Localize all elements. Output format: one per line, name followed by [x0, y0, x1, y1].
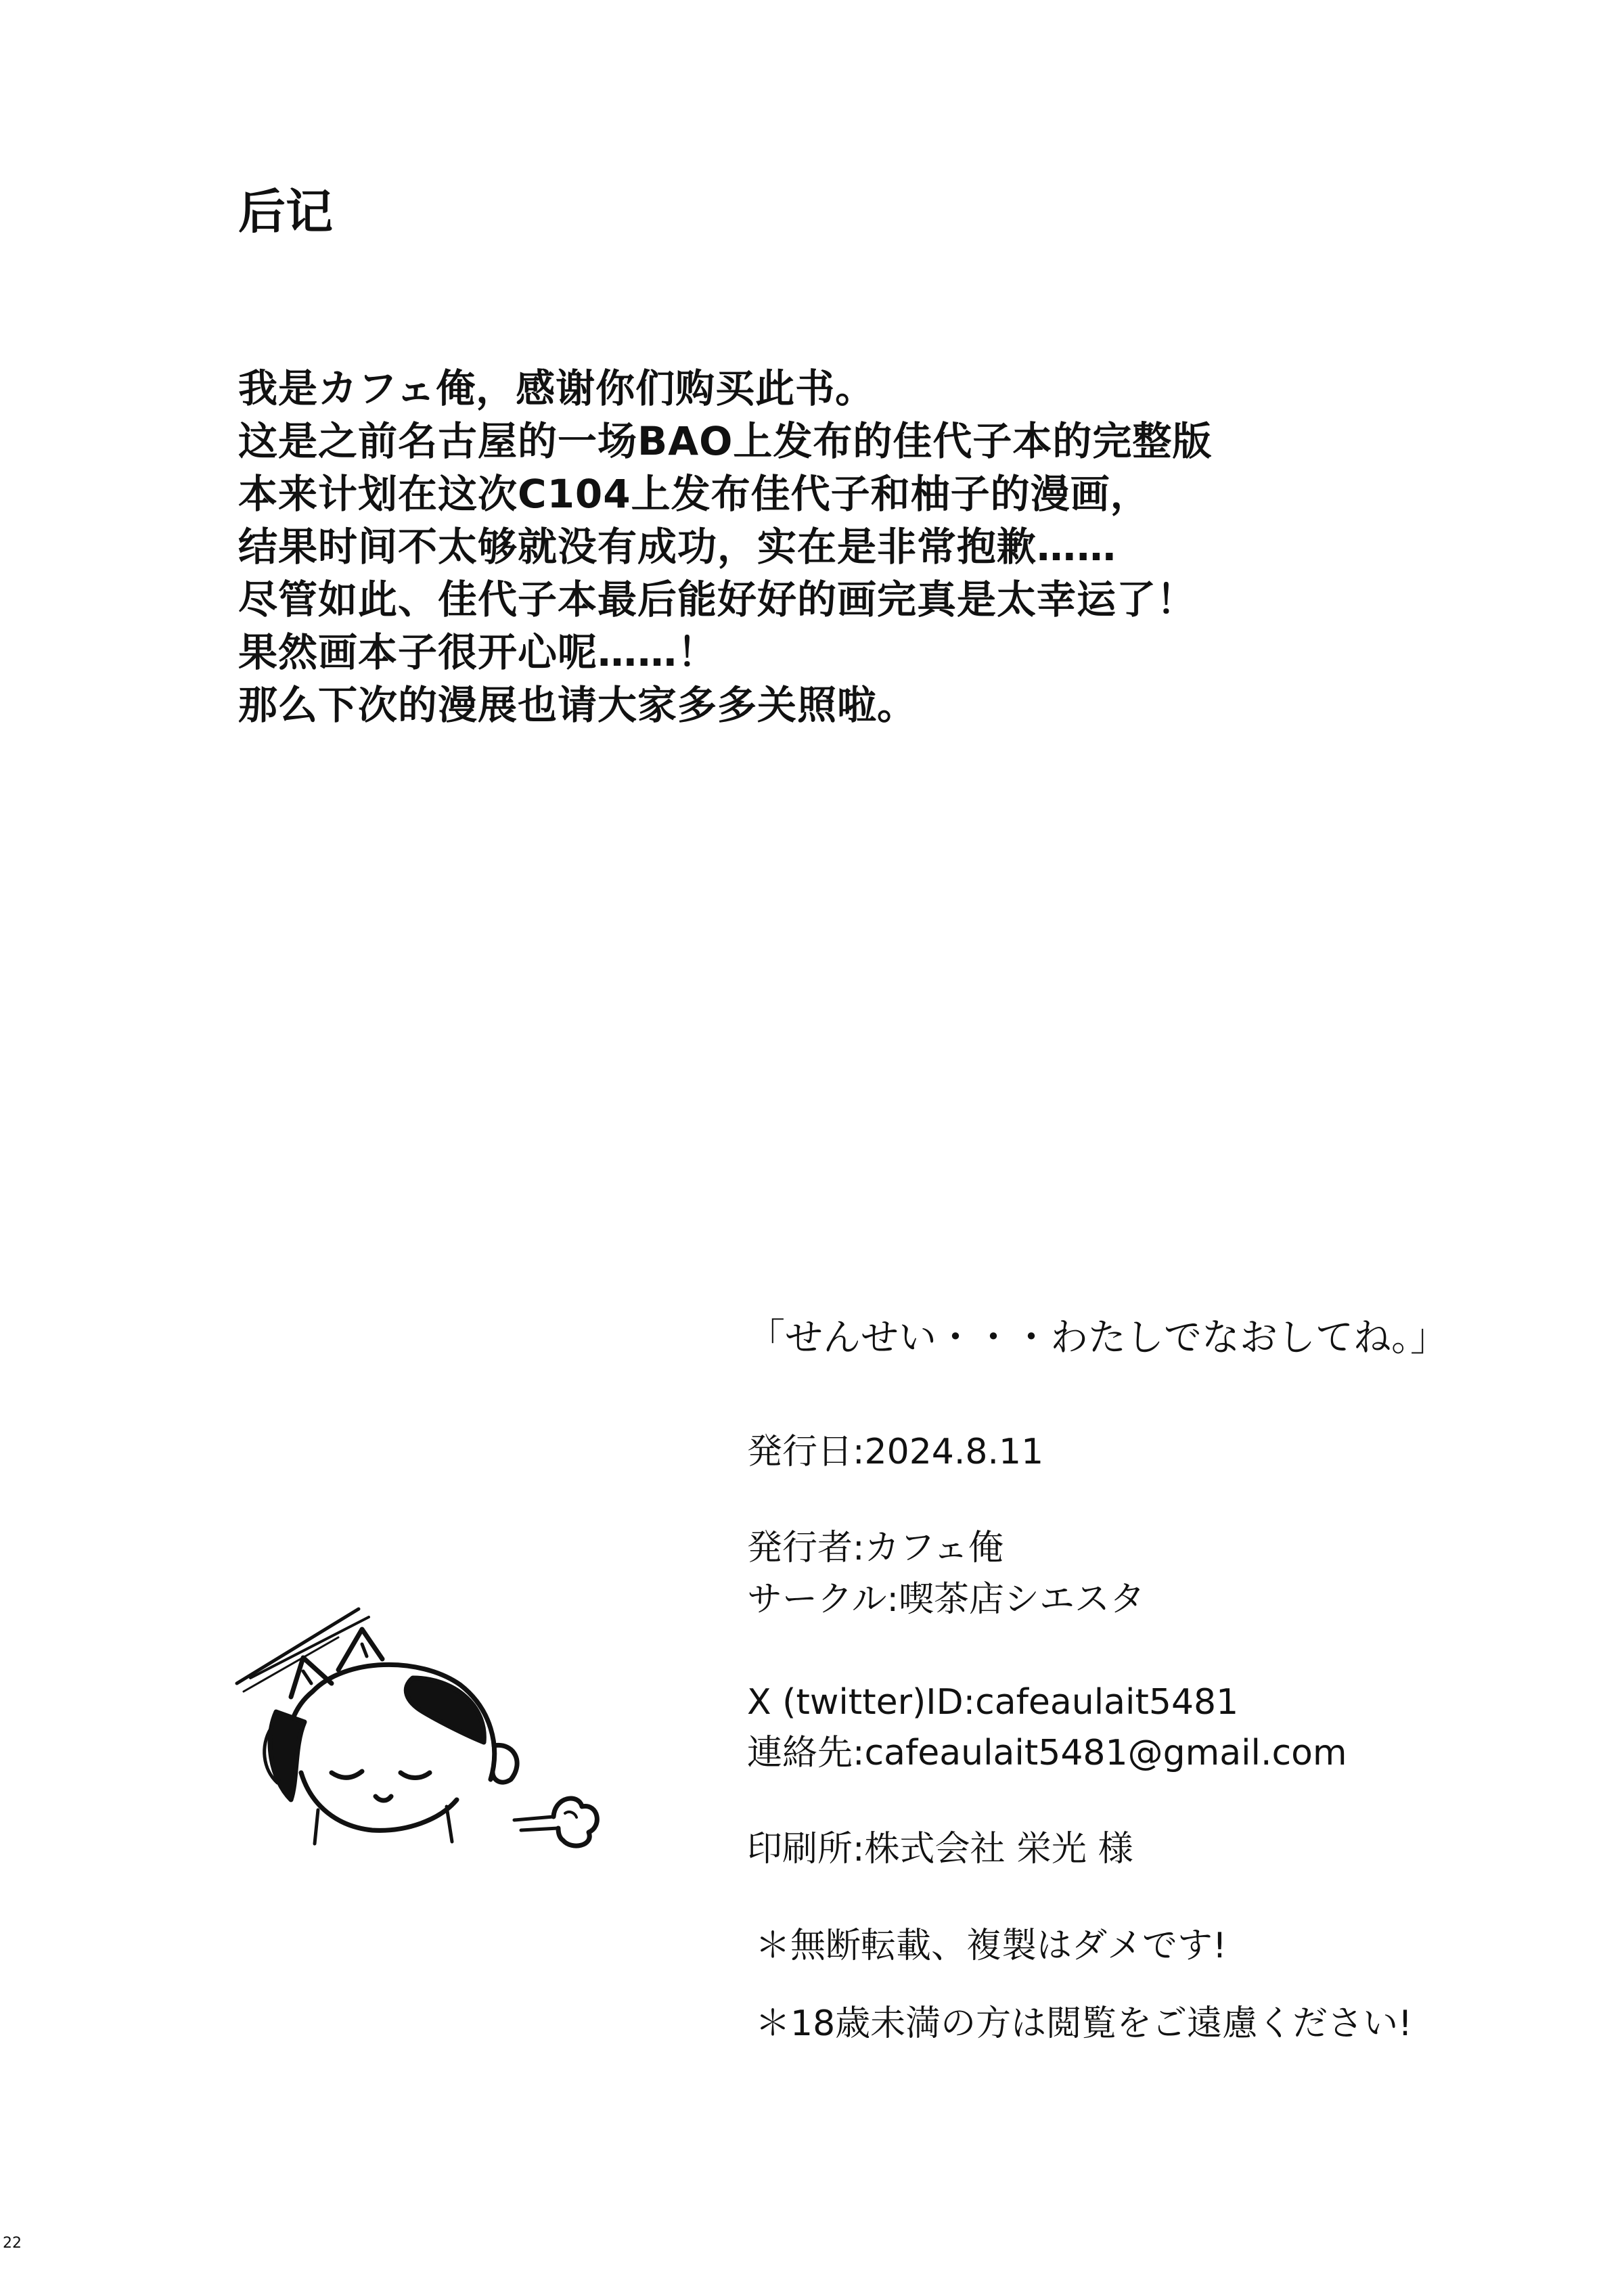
twitter-id: X (twitter)ID:cafeaulait5481	[747, 1682, 1239, 1723]
book-title: 「せんせい・・・わたしでなおしてね。」	[747, 1316, 1448, 1360]
afterword-line: 这是之前名古屋的一场BAO上发布的佳代子本的完整版	[238, 418, 1213, 464]
afterword-heading: 后记	[238, 184, 333, 240]
afterword-line: 那么下次的漫展也请大家多多关照啦。	[238, 682, 918, 728]
contact-email: 連絡先:cafeaulait5481@gmail.com	[747, 1733, 1347, 1773]
warning-no-reprint: ＊無断転載、複製はダメです!	[755, 1926, 1227, 1966]
afterword-line: 结果时间不太够就没有成功，实在是非常抱歉……	[238, 524, 1117, 570]
publish-date: 発行日:2024.8.11	[747, 1432, 1044, 1472]
sleepy-chibi-character-icon	[223, 1576, 602, 1861]
warning-age-restriction: ＊18歳未満の方は閲覧をご遠慮ください!	[755, 2003, 1413, 2044]
afterword-line: 我是カフェ俺，感谢你们购买此书。	[238, 365, 876, 411]
afterword-line: 果然画本子很开心呢……！	[238, 629, 718, 675]
page-number: 22	[3, 2235, 22, 2252]
printer: 印刷所:株式会社 栄光 様	[747, 1829, 1133, 1869]
afterword-line: 本来计划在这次C104上发布佳代子和柚子的漫画，	[238, 471, 1150, 517]
publisher: 発行者:カフェ俺	[747, 1528, 1003, 1568]
circle-name: サークル:喫茶店シエスタ	[747, 1579, 1145, 1620]
afterword-body	[238, 362, 1212, 731]
afterword-line: 尽管如此、佳代子本最后能好好的画完真是太幸运了！	[238, 576, 1197, 622]
